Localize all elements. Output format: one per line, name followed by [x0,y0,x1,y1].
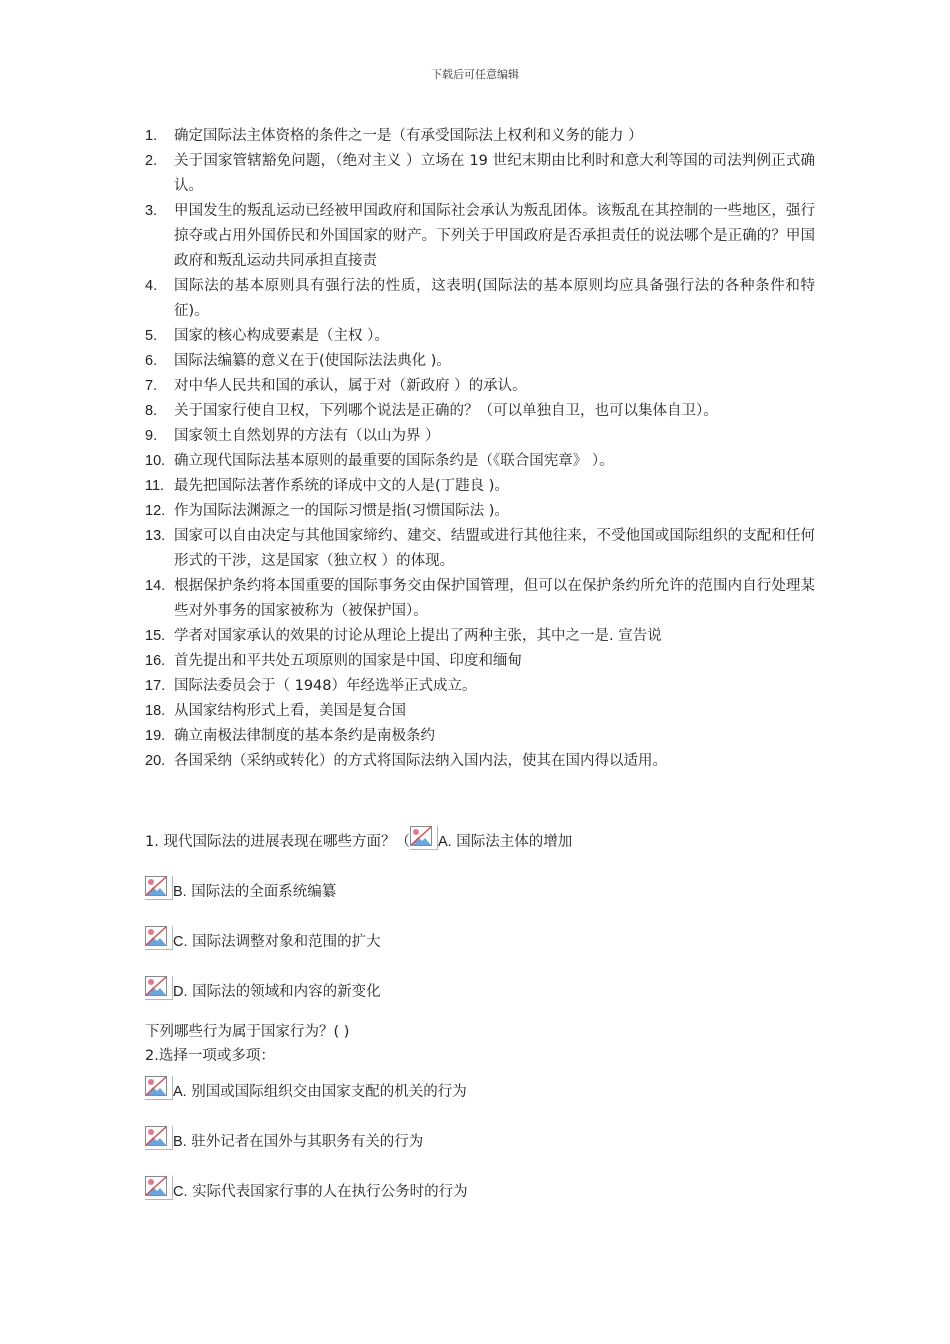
item-text: 对中华人民共和国的承认，属于对（新政府 ）的承认。 [174,378,527,394]
item-number: 14. [145,578,166,594]
mc2-option-a-letter: A. [173,1084,187,1100]
item-number: 18. [145,703,166,719]
mc2-option-c[interactable] [145,1176,825,1203]
item-number: 2. [145,153,158,169]
item-number: 11. [145,478,165,494]
mc2-option-a-text: 别国或国际组织交由国家支配的机关的行为 [186,1084,467,1100]
list-item [145,324,815,349]
item-number: 1. [145,128,158,144]
list-item [145,724,815,749]
item-text: 根据保护条约将本国重要的国际事务交由保护国管理，但可以在保护条约所允许的范围内自行处理某些对外事务的国家被称为（被保护国）。 [174,578,815,619]
item-number: 4. [145,278,158,294]
mc1-option-b[interactable] [145,876,825,903]
mc1-prompt: 1. 现代国际法的进展表现在哪些方面？（ [145,834,410,850]
item-text: 国家领土自然划界的方法有（以山为界 ） [174,428,440,444]
list-item [145,424,815,449]
item-text: 确立现代国际法基本原则的最重要的国际条约是（《联合国宪章》 ）。 [174,453,614,469]
list-item [145,399,815,424]
item-text: 作为国际法渊源之一的国际习惯是指(习惯国际法 )。 [174,503,509,519]
item-number: 17. [145,678,166,694]
list-item [145,524,815,574]
item-number: 8. [145,403,158,419]
list-item [145,199,815,274]
item-text: 国家的核心构成要素是（主权 ）。 [174,328,389,344]
mc1-option-d[interactable] [145,976,825,1003]
mc1-prompt-line [145,826,825,853]
broken-image-icon [145,1176,173,1200]
list-item [145,624,815,649]
mc2-option-a[interactable] [145,1076,825,1103]
item-number: 15. [145,628,166,644]
list-item [145,674,815,699]
item-number: 3. [145,203,158,219]
item-text: 最先把国际法著作系统的译成中文的人是(丁韪良 )。 [174,478,509,494]
item-text: 从国家结构形式上看，美国是复合国 [174,703,406,719]
mc1-option-d-text: 国际法的领域和内容的新变化 [187,984,381,1000]
item-text: 各国采纳（采纳或转化）的方式将国际法纳入国内法，使其在国内得以适用。 [174,753,667,769]
item-text: 学者对国家承认的效果的讨论从理论上提出了两种主张，其中之一是. 宣告说 [174,628,662,644]
item-number: 13. [145,528,166,544]
mc2-option-b-letter: B. [173,1134,187,1150]
mc2-option-c-letter: C. [173,1184,188,1200]
mc1-option-b-text: 国际法的全面系统编纂 [186,884,337,900]
item-text: 国家可以自由决定与其他国家缔约、建交、结盟或进行其他往来，不受他国或国际组织的支配和任何形式的干涉，这是国家（独立权 ）的体现。 [174,528,815,569]
list-item [145,699,815,724]
item-text: 甲国发生的叛乱运动已经被甲国政府和国际社会承认为叛乱团体。该叛乱在其控制的一些地区，强行掠夺或占用外国侨民和外国国家的财产。下列关于甲国政府是否承担责任的说法哪个是正确的？甲国政府和叛乱运动共同承担直接责 [174,203,815,269]
item-text: 国际法委员会于（ 1948）年经选举正式成立。 [174,678,477,694]
mc2-prompt: 下列哪些行为属于国家行为？( ) [145,1024,350,1040]
list-item [145,149,815,199]
broken-image-icon [145,876,173,900]
list-item [145,499,815,524]
item-text: 首先提出和平共处五项原则的国家是中国、印度和缅甸 [174,653,522,669]
mc1-option-b-letter: B. [173,884,187,900]
item-text: 确立南极法律制度的基本条约是南极条约 [174,728,435,744]
list-item [145,749,815,774]
page-header: 下载后可任意编辑 [431,68,519,81]
broken-image-icon [410,826,438,850]
broken-image-icon [145,1076,173,1100]
broken-image-icon [145,926,173,950]
question-list [145,124,815,774]
item-text: 国际法的基本原则具有强行法的性质，这表明(国际法的基本原则均应具备强行法的各种条件和特征)。 [174,278,815,319]
item-text: 国际法编纂的意义在于(使国际法法典化 )。 [174,353,451,369]
list-item [145,574,815,624]
mc2-instruction: 2.选择一项或多项： [145,1048,275,1064]
broken-image-icon [145,1126,173,1150]
item-number: 19. [145,728,166,744]
item-number: 7. [145,378,158,394]
list-item [145,474,815,499]
item-number: 6. [145,353,158,369]
list-item [145,449,815,474]
item-number: 9. [145,428,158,444]
mc2-option-c-text: 实际代表国家行事的人在执行公务时的行为 [187,1184,468,1200]
item-number: 5. [145,328,158,344]
list-item [145,649,815,674]
mc2-option-b[interactable] [145,1126,825,1153]
item-number: 20. [145,753,166,769]
mc2-option-b-text: 驻外记者在国外与其职务有关的行为 [186,1134,424,1150]
item-text: 关于国家管辖豁免问题，（绝对主义 ）立场在 19 世纪末期由比利时和意大利等国的司法判例正式确认。 [174,153,815,194]
list-item [145,349,815,374]
item-text: 确定国际法主体资格的条件之一是（有承受国际法上权利和义务的能力 ） [174,128,643,144]
mc1-option-d-letter: D. [173,984,188,1000]
mc1-option-a-letter: A. [437,834,452,850]
broken-image-icon [145,976,173,1000]
mc1-option-a-text: 国际法主体的增加 [451,834,573,850]
item-number: 16. [145,653,166,669]
item-number: 10. [145,453,166,469]
item-number: 12. [145,503,166,519]
mc1-option-c-letter: C. [173,934,188,950]
list-item [145,274,815,324]
mc1-option-c[interactable] [145,926,825,953]
list-item [145,124,815,149]
list-item [145,374,815,399]
mc1-option-c-text: 国际法调整对象和范围的扩大 [187,934,381,950]
item-text: 关于国家行使自卫权，下列哪个说法是正确的？（可以单独自卫，也可以集体自卫）。 [174,403,718,419]
